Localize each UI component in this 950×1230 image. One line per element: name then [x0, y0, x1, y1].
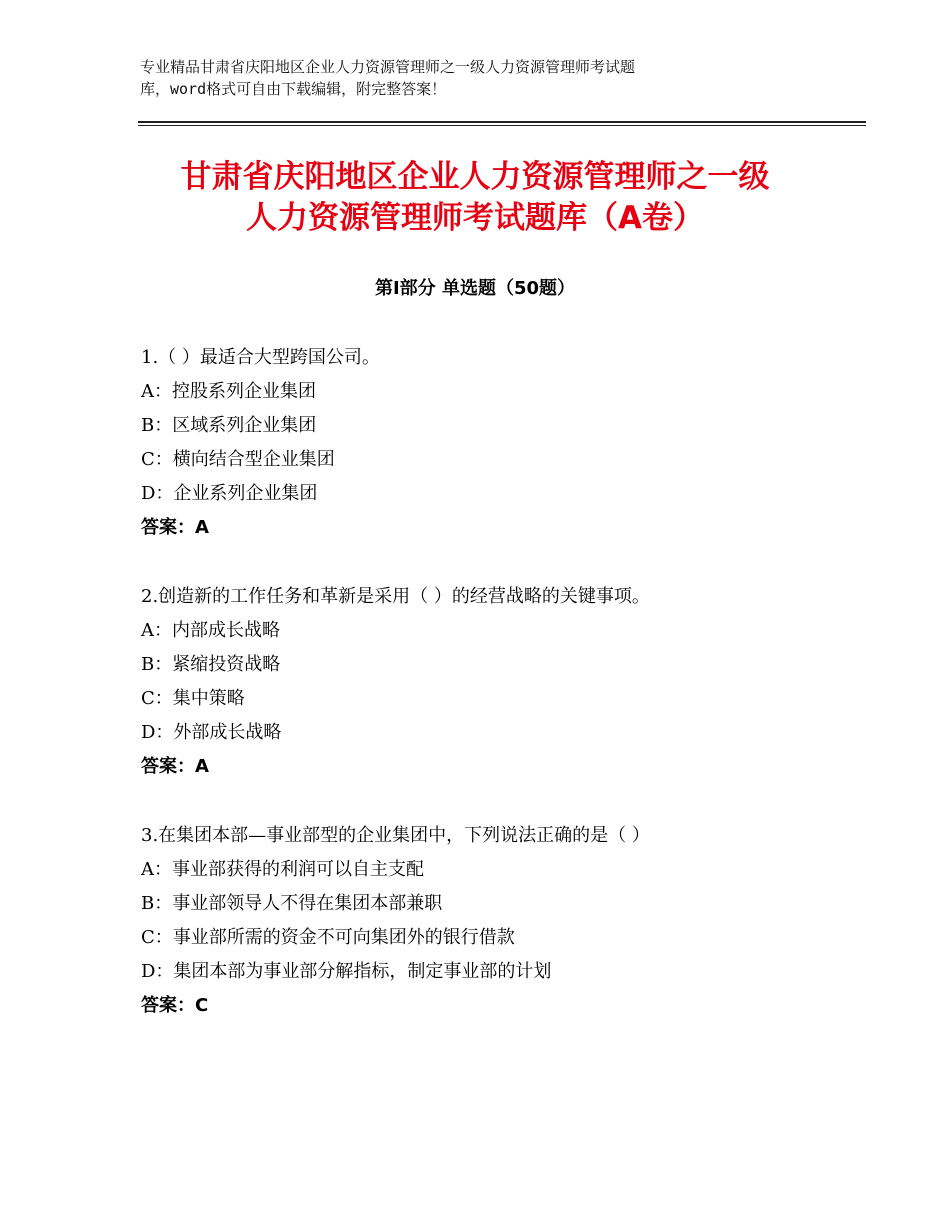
- header-note-line-1: 专业精品甘肃省庆阳地区企业人力资源管理师之一级人力资源管理师考试题: [140, 58, 636, 76]
- option-b: B：区域系列企业集团: [141, 415, 317, 436]
- option-c: C：集中策略: [141, 688, 245, 709]
- option-c: C：横向结合型企业集团: [141, 449, 335, 470]
- question-2: [141, 580, 861, 784]
- option-b: B：紧缩投资战略: [141, 654, 281, 675]
- question-stem: 2.创造新的工作任务和革新是采用（ ）的经营战略的关键事项。: [141, 586, 650, 607]
- option-b: B：事业部领导人不得在集团本部兼职: [141, 893, 443, 914]
- option-d: D：外部成长战略: [141, 722, 282, 743]
- header-divider-thick: [138, 121, 866, 123]
- header-divider-thin: [138, 125, 866, 126]
- option-a: A：事业部获得的利润可以自主支配: [141, 859, 424, 880]
- question-stem: 3.在集团本部—事业部型的企业集团中，下列说法正确的是（ ）: [141, 825, 650, 846]
- option-d: D：企业系列企业集团: [141, 483, 318, 504]
- page-title-line-1: 甘肃省庆阳地区企业人力资源管理师之一级: [180, 159, 770, 195]
- answer: 答案：C: [141, 995, 209, 1016]
- section-title: 第Ⅰ部分 单选题（50题）: [374, 278, 575, 299]
- option-d: D：集团本部为事业部分解指标，制定事业部的计划: [141, 961, 552, 982]
- option-a: A：内部成长战略: [141, 620, 280, 641]
- question-1: [141, 341, 861, 545]
- header-note: [140, 56, 840, 100]
- question-3: [141, 819, 861, 1023]
- question-stem: 1.（ ）最适合大型跨国公司。: [141, 347, 380, 368]
- option-a: A：控股系列企业集团: [141, 381, 316, 402]
- page-title-line-2: 人力资源管理师考试题库（A卷）: [246, 200, 704, 236]
- answer: 答案：A: [141, 517, 209, 538]
- option-c: C：事业部所需的资金不可向集团外的银行借款: [141, 927, 515, 948]
- header-note-line-2: 库，word格式可自由下载编辑，附完整答案！: [140, 80, 447, 98]
- page-title: [100, 157, 850, 239]
- answer: 答案：A: [141, 756, 209, 777]
